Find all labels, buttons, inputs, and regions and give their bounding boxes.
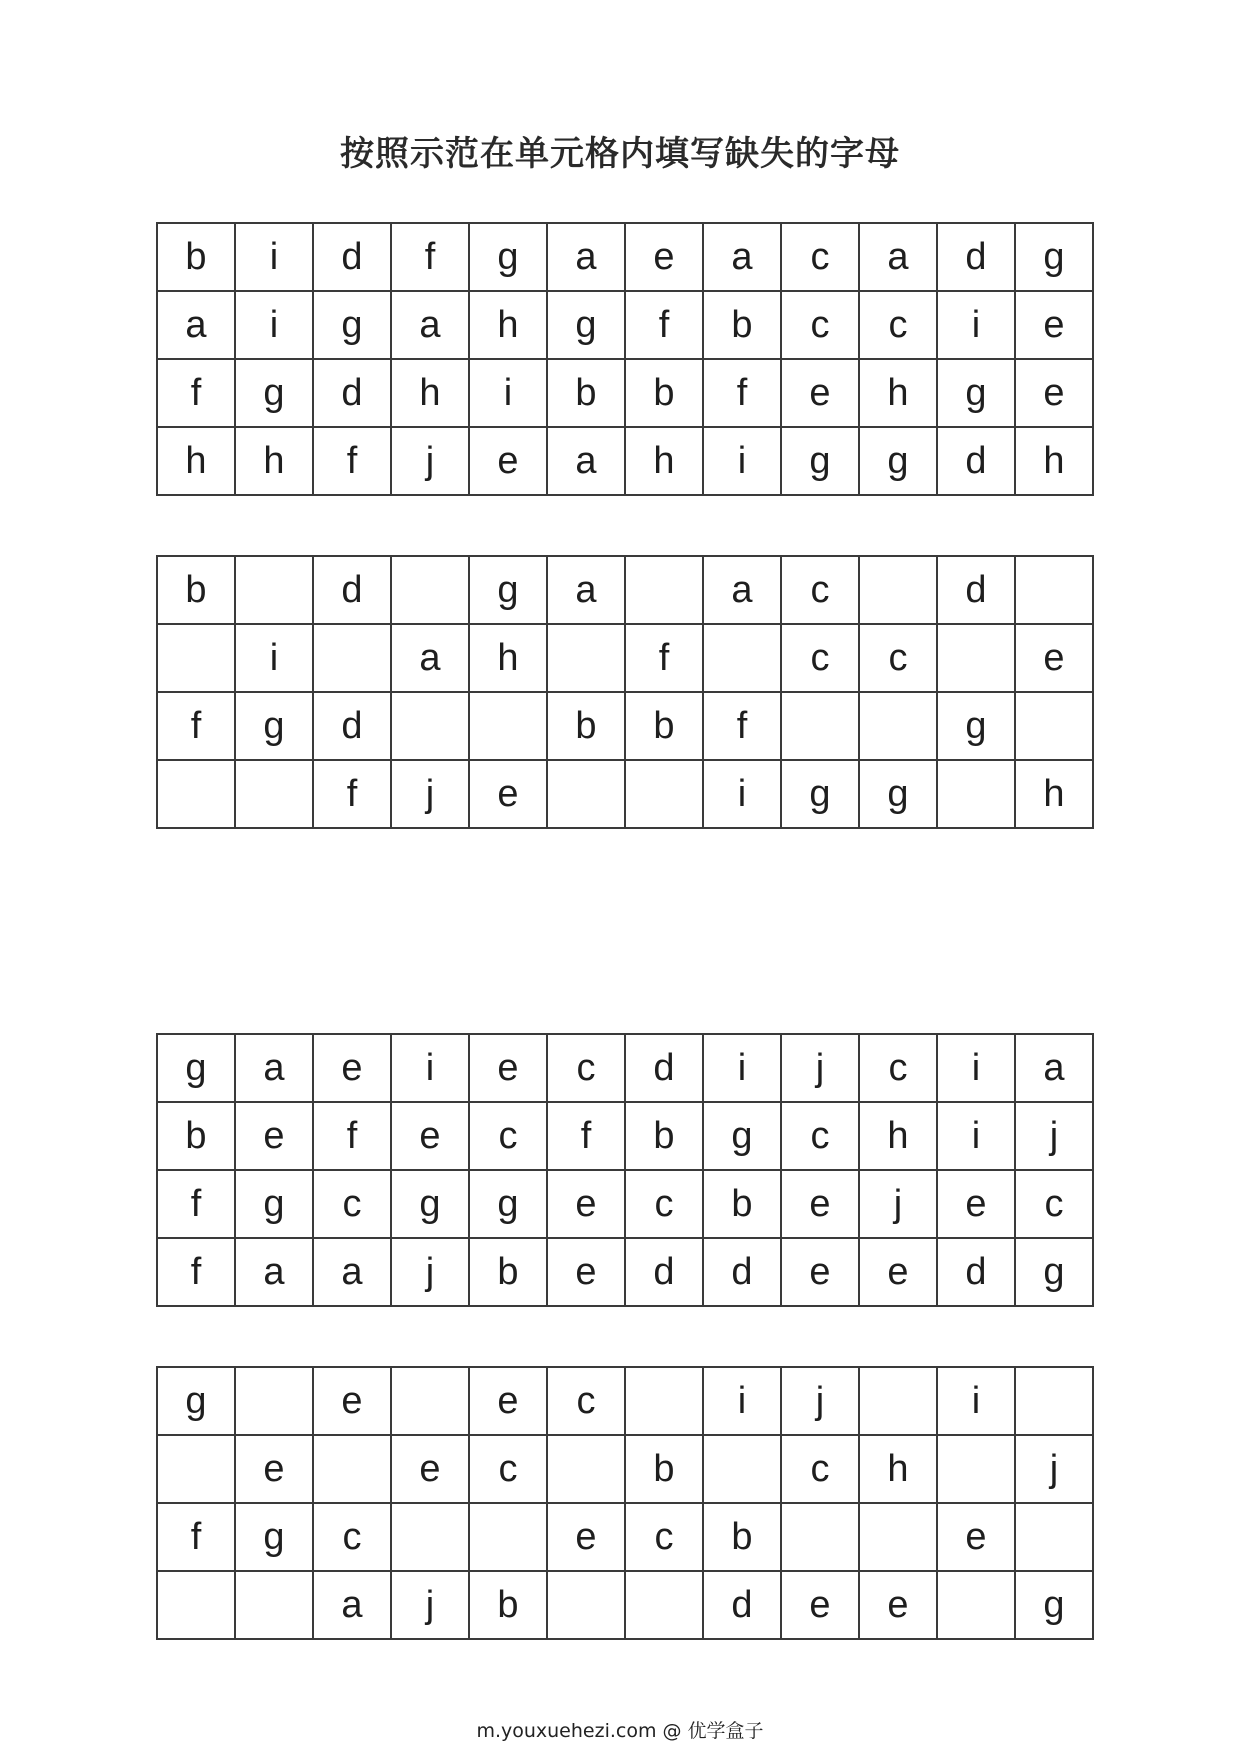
blank-letter-cell[interactable] (547, 760, 625, 828)
letter-cell: i (235, 223, 313, 291)
letter-cell: g (859, 427, 937, 495)
example-grid-1 (156, 222, 1094, 496)
blank-letter-cell[interactable] (157, 760, 235, 828)
blank-letter-cell[interactable] (157, 1435, 235, 1503)
letter-cell: i (937, 1367, 1015, 1435)
letter-cell: h (1015, 760, 1093, 828)
letter-cell: h (235, 427, 313, 495)
letter-cell: c (625, 1170, 703, 1238)
grid-row (157, 291, 1093, 359)
letter-cell: a (313, 1571, 391, 1639)
letter-cell: g (469, 223, 547, 291)
letter-cell: g (1015, 223, 1093, 291)
letter-cell: c (469, 1102, 547, 1170)
letter-cell: e (859, 1238, 937, 1306)
letter-cell: f (703, 359, 781, 427)
letter-cell: g (313, 291, 391, 359)
letter-cell: f (703, 692, 781, 760)
letter-cell: e (781, 1170, 859, 1238)
letter-cell: e (1015, 359, 1093, 427)
letter-cell: d (313, 223, 391, 291)
letter-cell: g (1015, 1571, 1093, 1639)
letter-cell: d (703, 1238, 781, 1306)
letter-cell: e (937, 1170, 1015, 1238)
letter-cell: d (313, 692, 391, 760)
blank-letter-cell[interactable] (469, 692, 547, 760)
blank-letter-cell[interactable] (235, 1367, 313, 1435)
letter-cell: i (469, 359, 547, 427)
letter-cell: f (625, 624, 703, 692)
letter-cell: h (859, 1435, 937, 1503)
letter-cell: g (157, 1034, 235, 1102)
blank-letter-cell[interactable] (313, 624, 391, 692)
blank-letter-cell[interactable] (1015, 1367, 1093, 1435)
page-title: 按照示范在单元格内填写缺失的字母 (340, 134, 900, 174)
letter-cell: c (313, 1503, 391, 1571)
blank-letter-cell[interactable] (859, 556, 937, 624)
letter-cell: e (313, 1034, 391, 1102)
grid-row (157, 760, 1093, 828)
letter-cell: g (235, 359, 313, 427)
letter-cell: c (781, 1435, 859, 1503)
letter-cell: c (625, 1503, 703, 1571)
letter-cell: h (859, 359, 937, 427)
blank-letter-cell[interactable] (235, 1571, 313, 1639)
blank-letter-cell[interactable] (157, 1571, 235, 1639)
letter-cell: g (235, 1170, 313, 1238)
letter-cell: e (391, 1102, 469, 1170)
letter-cell: h (625, 427, 703, 495)
letter-cell: j (391, 1571, 469, 1639)
letter-cell: g (937, 692, 1015, 760)
grid-row (157, 1571, 1093, 1639)
letter-cell: e (781, 359, 859, 427)
letter-cell: j (1015, 1435, 1093, 1503)
letter-cell: i (703, 427, 781, 495)
blank-letter-cell[interactable] (937, 624, 1015, 692)
letter-cell: e (235, 1435, 313, 1503)
letter-cell: f (313, 427, 391, 495)
blank-letter-cell[interactable] (391, 1367, 469, 1435)
letter-cell: i (235, 291, 313, 359)
letter-cell: b (625, 692, 703, 760)
blank-letter-cell[interactable] (625, 556, 703, 624)
blank-letter-cell[interactable] (547, 1571, 625, 1639)
grid-row (157, 556, 1093, 624)
letter-cell: f (157, 692, 235, 760)
letter-cell: i (235, 624, 313, 692)
letter-cell: a (313, 1238, 391, 1306)
blank-letter-cell[interactable] (781, 692, 859, 760)
letter-cell: g (937, 359, 1015, 427)
letter-cell: c (1015, 1170, 1093, 1238)
letter-cell: f (391, 223, 469, 291)
letter-cell: c (781, 556, 859, 624)
letter-cell: h (469, 291, 547, 359)
letter-cell: b (703, 1503, 781, 1571)
grid-row (157, 1170, 1093, 1238)
letter-cell: i (391, 1034, 469, 1102)
blank-letter-cell[interactable] (625, 1367, 703, 1435)
grid-row (157, 223, 1093, 291)
letter-cell: g (235, 1503, 313, 1571)
letter-cell: g (1015, 1238, 1093, 1306)
letter-cell: b (703, 1170, 781, 1238)
letter-cell: c (547, 1034, 625, 1102)
letter-cell: j (391, 427, 469, 495)
blank-letter-cell[interactable] (859, 692, 937, 760)
letter-cell: e (469, 760, 547, 828)
letter-cell: b (157, 556, 235, 624)
letter-cell: a (1015, 1034, 1093, 1102)
letter-cell: h (1015, 427, 1093, 495)
blank-letter-cell[interactable] (313, 1435, 391, 1503)
letter-cell: d (937, 1238, 1015, 1306)
letter-cell: i (703, 1367, 781, 1435)
letter-cell: b (547, 692, 625, 760)
letter-cell: g (703, 1102, 781, 1170)
grid-row (157, 1102, 1093, 1170)
letter-cell: c (469, 1435, 547, 1503)
letter-cell: e (469, 1034, 547, 1102)
letter-cell: e (937, 1503, 1015, 1571)
letter-cell: e (859, 1571, 937, 1639)
blank-letter-cell[interactable] (703, 624, 781, 692)
letter-cell: a (547, 427, 625, 495)
example-grid-2 (156, 1033, 1094, 1307)
letter-cell: h (157, 427, 235, 495)
letter-cell: a (547, 223, 625, 291)
letter-cell: c (781, 624, 859, 692)
letter-cell: d (313, 359, 391, 427)
letter-cell: e (547, 1238, 625, 1306)
letter-cell: a (391, 624, 469, 692)
letter-cell: c (781, 291, 859, 359)
letter-cell: b (469, 1571, 547, 1639)
letter-cell: c (859, 624, 937, 692)
blank-letter-cell[interactable] (1015, 1503, 1093, 1571)
exercise-grid-2 (156, 1366, 1094, 1640)
grid-row (157, 692, 1093, 760)
letter-cell: b (625, 1102, 703, 1170)
exercise-grid-1 (156, 555, 1094, 829)
letter-cell: f (157, 359, 235, 427)
letter-cell: e (781, 1238, 859, 1306)
footer-watermark: m.youxuehezi.com @ 优学盒子 (476, 1720, 764, 1742)
letter-cell: e (1015, 624, 1093, 692)
letter-cell: a (391, 291, 469, 359)
letter-cell: j (1015, 1102, 1093, 1170)
letter-cell: i (937, 291, 1015, 359)
grid-row (157, 1238, 1093, 1306)
letter-cell: b (547, 359, 625, 427)
blank-letter-cell[interactable] (703, 1435, 781, 1503)
letter-cell: g (469, 1170, 547, 1238)
grid-row (157, 359, 1093, 427)
letter-cell: a (703, 223, 781, 291)
blank-letter-cell[interactable] (547, 1435, 625, 1503)
letter-cell: g (781, 760, 859, 828)
letter-cell: d (313, 556, 391, 624)
letter-cell: f (313, 1102, 391, 1170)
letter-cell: a (547, 556, 625, 624)
blank-letter-cell[interactable] (235, 760, 313, 828)
letter-cell: i (703, 1034, 781, 1102)
letter-cell: j (859, 1170, 937, 1238)
letter-cell: c (781, 223, 859, 291)
letter-cell: i (937, 1102, 1015, 1170)
blank-letter-cell[interactable] (391, 692, 469, 760)
grid-row (157, 1435, 1093, 1503)
letter-cell: d (625, 1238, 703, 1306)
letter-cell: e (781, 1571, 859, 1639)
blank-letter-cell[interactable] (235, 556, 313, 624)
blank-letter-cell[interactable] (391, 556, 469, 624)
letter-cell: a (235, 1034, 313, 1102)
letter-cell: c (859, 291, 937, 359)
blank-letter-cell[interactable] (469, 1503, 547, 1571)
letter-cell: b (157, 1102, 235, 1170)
grid-row (157, 1367, 1093, 1435)
letter-cell: d (937, 556, 1015, 624)
letter-cell: f (157, 1170, 235, 1238)
blank-letter-cell[interactable] (937, 1435, 1015, 1503)
letter-cell: f (625, 291, 703, 359)
blank-letter-cell[interactable] (937, 760, 1015, 828)
blank-letter-cell[interactable] (1015, 556, 1093, 624)
letter-cell: a (157, 291, 235, 359)
grid-row (157, 624, 1093, 692)
blank-letter-cell[interactable] (1015, 692, 1093, 760)
blank-letter-cell[interactable] (157, 624, 235, 692)
letter-cell: g (235, 692, 313, 760)
letter-cell: e (469, 1367, 547, 1435)
letter-cell: j (781, 1034, 859, 1102)
letter-cell: h (391, 359, 469, 427)
letter-cell: j (391, 1238, 469, 1306)
letter-cell: b (469, 1238, 547, 1306)
letter-cell: h (859, 1102, 937, 1170)
letter-cell: g (157, 1367, 235, 1435)
blank-letter-cell[interactable] (625, 760, 703, 828)
blank-letter-cell[interactable] (937, 1571, 1015, 1639)
letter-cell: g (859, 760, 937, 828)
letter-cell: b (625, 1435, 703, 1503)
grid-row (157, 427, 1093, 495)
letter-cell: b (703, 291, 781, 359)
letter-cell: e (625, 223, 703, 291)
letter-cell: c (859, 1034, 937, 1102)
letter-cell: d (703, 1571, 781, 1639)
letter-cell: e (391, 1435, 469, 1503)
letter-cell: a (703, 556, 781, 624)
letter-cell: i (937, 1034, 1015, 1102)
letter-cell: f (157, 1503, 235, 1571)
blank-letter-cell[interactable] (781, 1503, 859, 1571)
blank-letter-cell[interactable] (859, 1503, 937, 1571)
letter-cell: e (235, 1102, 313, 1170)
blank-letter-cell[interactable] (625, 1571, 703, 1639)
letter-cell: d (937, 223, 1015, 291)
letter-cell: c (313, 1170, 391, 1238)
letter-cell: d (625, 1034, 703, 1102)
letter-cell: g (547, 291, 625, 359)
letter-cell: c (781, 1102, 859, 1170)
letter-cell: j (781, 1367, 859, 1435)
letter-cell: b (157, 223, 235, 291)
letter-cell: g (391, 1170, 469, 1238)
letter-cell: f (157, 1238, 235, 1306)
letter-cell: e (469, 427, 547, 495)
letter-cell: b (625, 359, 703, 427)
blank-letter-cell[interactable] (391, 1503, 469, 1571)
letter-cell: e (1015, 291, 1093, 359)
letter-cell: d (937, 427, 1015, 495)
letter-cell: j (391, 760, 469, 828)
letter-cell: e (547, 1503, 625, 1571)
letter-cell: g (781, 427, 859, 495)
grid-row (157, 1034, 1093, 1102)
letter-cell: i (703, 760, 781, 828)
letter-cell: e (547, 1170, 625, 1238)
grid-row (157, 1503, 1093, 1571)
blank-letter-cell[interactable] (547, 624, 625, 692)
letter-cell: e (313, 1367, 391, 1435)
letter-cell: c (547, 1367, 625, 1435)
letter-cell: h (469, 624, 547, 692)
letter-cell: a (859, 223, 937, 291)
letter-cell: a (235, 1238, 313, 1306)
letter-cell: f (313, 760, 391, 828)
letter-cell: f (547, 1102, 625, 1170)
blank-letter-cell[interactable] (859, 1367, 937, 1435)
letter-cell: g (469, 556, 547, 624)
